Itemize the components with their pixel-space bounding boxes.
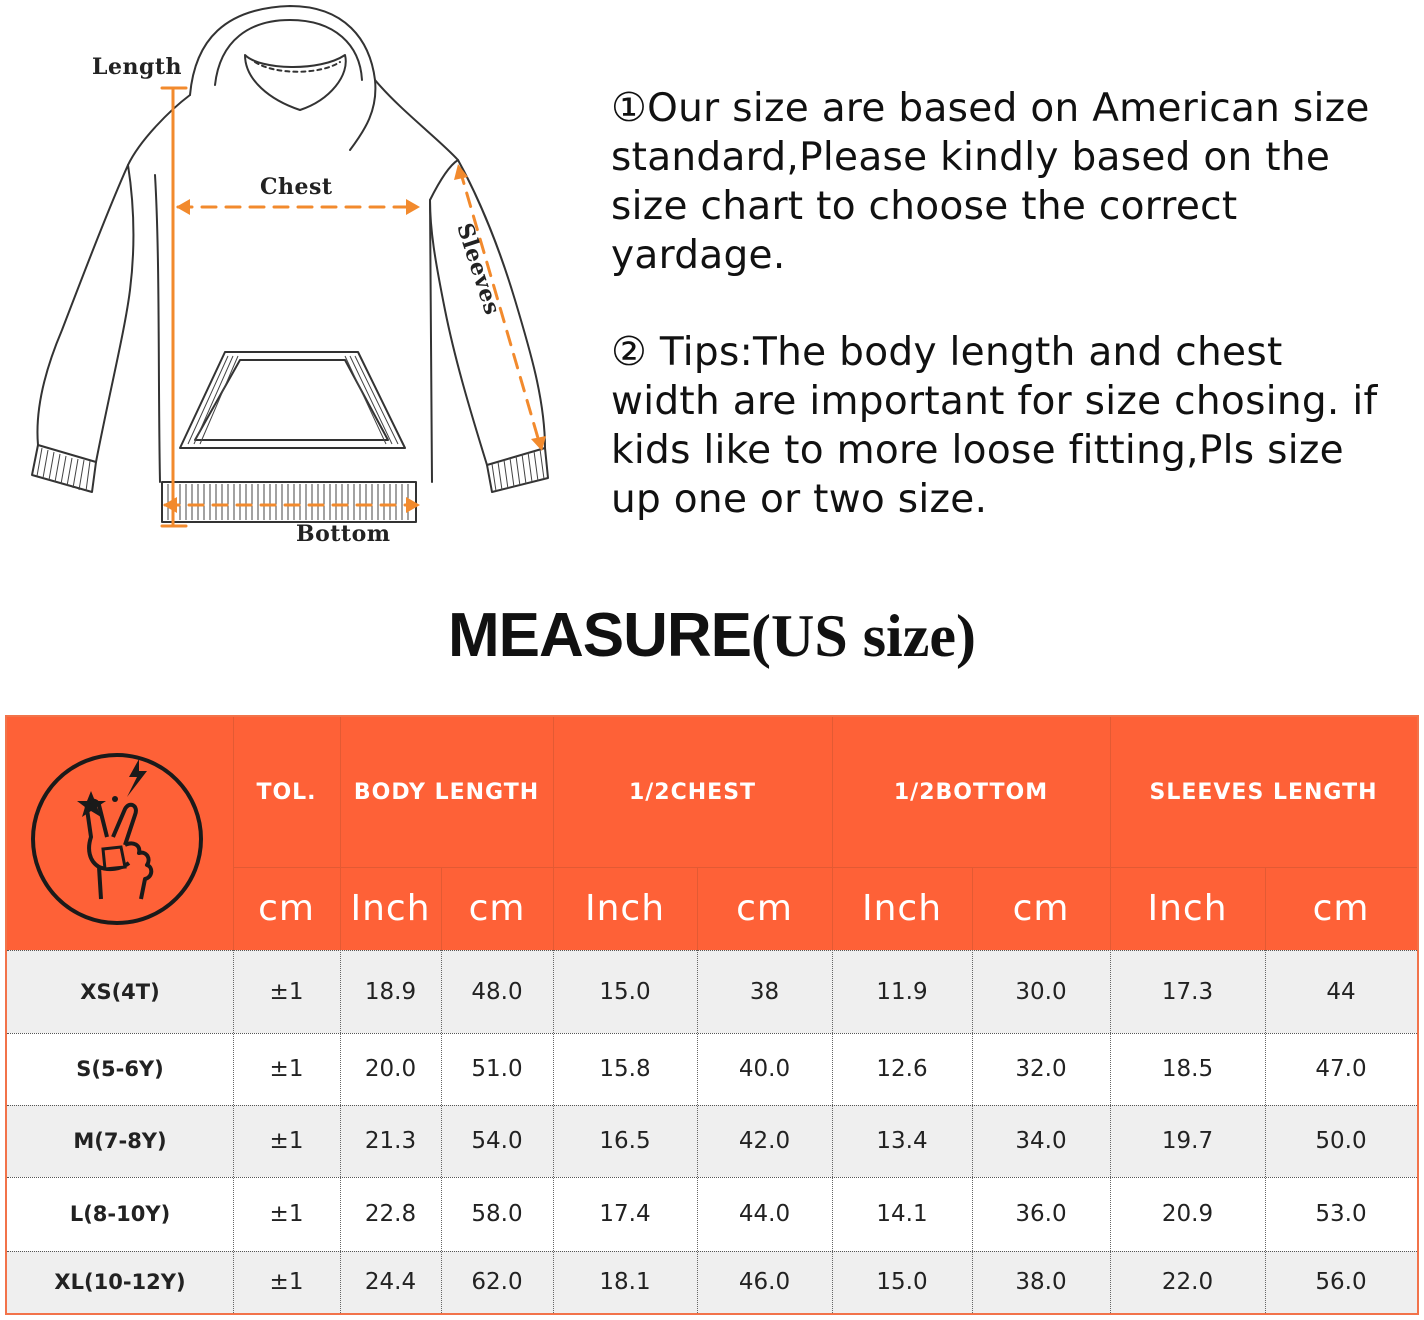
column-separator [233, 950, 234, 1313]
table-cell: 54.0 [471, 1128, 523, 1154]
table-cell: 62.0 [471, 1269, 523, 1295]
size-label: XS(4T) [80, 979, 160, 1004]
table-cell: 17.4 [599, 1201, 651, 1227]
header-col-divider [832, 717, 833, 950]
table-cell: 34.0 [1015, 1128, 1067, 1154]
header-tol-: TOL. [233, 717, 340, 867]
table-cell: 42.0 [738, 1128, 791, 1154]
table-cell: 15.0 [876, 1269, 928, 1295]
heading-sub: (US size) [751, 603, 976, 669]
table-cell: 24.4 [364, 1269, 417, 1295]
length-label: Length [92, 54, 183, 80]
chest-label: Chest [260, 174, 333, 200]
peace-hand-logo [29, 739, 209, 929]
table-cell: 17.3 [1161, 978, 1214, 1005]
header-col-divider [1110, 717, 1111, 950]
row-separator [7, 1251, 1417, 1252]
table-cell: 15.8 [599, 1056, 651, 1082]
size-table [5, 715, 1419, 1315]
note-marker-2: ② [611, 329, 648, 375]
note-size-standard [611, 84, 1401, 280]
table-cell: 20.9 [1161, 1201, 1214, 1227]
column-separator [697, 950, 698, 1313]
table-cell: 22.0 [1161, 1269, 1214, 1295]
hoodie-diagram [0, 0, 580, 560]
header-body-length: BODY LENGTH [340, 717, 553, 867]
header-subcol-divider [1265, 867, 1266, 950]
header-1-2bottom: 1/2BOTTOM [832, 717, 1110, 867]
header-col-divider [340, 717, 341, 950]
header-sleeves-length: SLEEVES LENGTH [1110, 717, 1417, 867]
table-cell: 32.0 [1015, 1056, 1067, 1082]
column-separator [1110, 950, 1111, 1313]
row-separator [7, 1177, 1417, 1178]
sleeves-label: Sleeves [451, 220, 506, 319]
table-cell: 14.1 [876, 1201, 928, 1227]
table-cell: 20.0 [364, 1056, 417, 1082]
table-cell: 30.0 [1015, 978, 1067, 1005]
column-separator [340, 950, 341, 1313]
table-cell: 48.0 [471, 978, 523, 1005]
table-cell: 13.4 [876, 1128, 928, 1154]
table-cell: 47.0 [1315, 1056, 1367, 1082]
unit-header-cm: cm [972, 867, 1110, 950]
size-label: L(8-10Y) [69, 1202, 171, 1226]
size-label: XL(10-12Y) [54, 1270, 186, 1294]
column-separator [1265, 950, 1266, 1313]
table-cell: 56.0 [1315, 1269, 1367, 1295]
header-1-2chest: 1/2CHEST [553, 717, 832, 867]
table-cell: 44.0 [738, 1201, 791, 1227]
heading-main: MEASURE [448, 601, 752, 670]
table-cell: 16.5 [599, 1128, 651, 1154]
row-separator [7, 1033, 1417, 1034]
unit-header-inch: Inch [1110, 867, 1265, 950]
table-cell: 44 [1326, 978, 1356, 1005]
note-marker-1: ① [611, 85, 648, 131]
header-subcol-divider [972, 867, 973, 950]
table-cell: ±1 [269, 1201, 304, 1227]
unit-header-inch: Inch [832, 867, 972, 950]
header-subcol-divider [697, 867, 698, 950]
table-cell: ±1 [269, 1269, 304, 1295]
column-separator [441, 950, 442, 1313]
table-cell: 15.0 [599, 978, 651, 1005]
header-col-divider [233, 717, 234, 950]
table-cell: 21.3 [364, 1128, 417, 1154]
column-separator [553, 950, 554, 1313]
column-separator [972, 950, 973, 1313]
table-cell: 18.9 [364, 978, 417, 1005]
header-subcol-divider [441, 867, 442, 950]
table-cell: 46.0 [738, 1269, 791, 1295]
table-cell: 40.0 [738, 1056, 791, 1082]
row-separator [7, 950, 1417, 951]
header-divider [233, 867, 1417, 868]
table-cell: 50.0 [1315, 1128, 1367, 1154]
peace-hand-icon [29, 739, 209, 929]
unit-header-inch: Inch [340, 867, 441, 950]
note-tips [611, 328, 1401, 524]
table-cell: 58.0 [471, 1201, 523, 1227]
size-label: M(7-8Y) [73, 1129, 167, 1153]
table-cell: 38.0 [1015, 1269, 1067, 1295]
table-cell: 22.8 [364, 1201, 417, 1227]
table-cell: 18.5 [1161, 1056, 1214, 1082]
table-cell: ±1 [269, 978, 304, 1005]
note-text-2: Tips:The body length and chest width are important for size chosing. if kids like to more loose fitting,Pls size up one or two size. [611, 330, 1378, 522]
table-cell: 12.6 [876, 1056, 928, 1082]
bottom-label: Bottom [296, 521, 391, 547]
unit-header-cm: cm [233, 867, 340, 950]
table-cell: 38 [749, 978, 780, 1005]
table-cell: 11.9 [876, 978, 928, 1005]
table-cell: 19.7 [1161, 1128, 1214, 1154]
header-col-divider [553, 717, 554, 950]
column-separator [832, 950, 833, 1313]
unit-header-inch: Inch [553, 867, 697, 950]
table-cell: 36.0 [1015, 1201, 1067, 1227]
measure-heading [0, 596, 1424, 676]
unit-header-cm: cm [441, 867, 553, 950]
table-cell: 18.1 [599, 1269, 651, 1295]
note-text-1: Our size are based on American size standard,Please kindly based on the size chart to choose the correct yardage. [611, 86, 1370, 278]
unit-header-cm: cm [697, 867, 832, 950]
table-cell: ±1 [269, 1128, 304, 1154]
table-cell: 53.0 [1315, 1201, 1367, 1227]
unit-header-cm: cm [1265, 867, 1417, 950]
table-cell: 51.0 [471, 1056, 523, 1082]
table-cell: ±1 [269, 1056, 304, 1082]
row-separator [7, 1105, 1417, 1106]
size-label: S(5-6Y) [76, 1057, 164, 1081]
